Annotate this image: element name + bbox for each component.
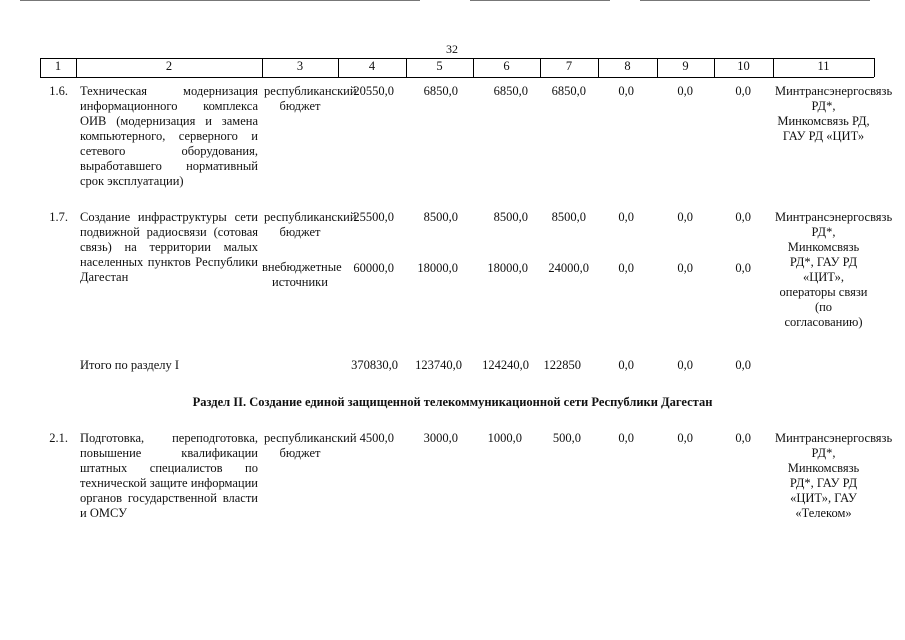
executors: Минтрансэнергосвязь РД*, Минкомсвязь РД*, ГАУ РД «ЦИТ», ГАУ «Телеком»	[775, 431, 893, 520]
total-col-4: 370830,0	[351, 358, 398, 372]
value-col-8: 0,0	[618, 210, 634, 224]
value-col-9: 0,0	[677, 261, 693, 275]
total-col-8: 0,0	[618, 358, 634, 372]
total-label: Итого по разделу I	[80, 358, 180, 372]
row-name: Создание инфраструктуры сети подвижной радиосвязи (сотовая связь) на территории малых населенных пунктов Республики Дагестан	[80, 210, 258, 284]
section-title: Раздел II. Создание единой защищенной телекоммуникационной сети Республики Дагестан	[192, 395, 713, 409]
column-header: 5	[436, 59, 443, 73]
row-name: Подготовка, переподготовка, повышение квалификации штатных специалистов по технической защите информации органов государственной власти и ОМСУ	[80, 431, 258, 520]
executors: Минтрансэнергосвязь РД*, Минкомсвязь РД, ГАУ РД «ЦИТ»	[775, 84, 893, 143]
value-col-8: 0,0	[618, 431, 634, 445]
total-col-9: 0,0	[677, 358, 693, 372]
value-col-10: 0,0	[735, 261, 751, 275]
value-col-7: 24000,0	[548, 261, 589, 275]
total-col-7: 122850	[543, 358, 581, 372]
value-col-10: 0,0	[735, 210, 751, 224]
row-number: 1.7.	[49, 210, 68, 224]
value-col-7: 500,0	[552, 431, 581, 445]
value-col-8: 0,0	[618, 261, 634, 275]
column-header: 7	[565, 59, 573, 73]
column-header: 2	[165, 59, 173, 73]
value-col-6: 8500,0	[493, 210, 528, 224]
column-header: 4	[368, 59, 376, 73]
value-col-9: 0,0	[677, 210, 693, 224]
column-header: 10	[737, 59, 750, 73]
value-col-5: 6850,0	[423, 84, 458, 98]
value-col-5: 8500,0	[423, 210, 458, 224]
top-edge-line	[470, 0, 610, 1]
page-number: 32	[446, 42, 458, 56]
column-header: 6	[503, 59, 510, 73]
total-col-5: 123740,0	[415, 358, 462, 372]
column-header: 3	[296, 59, 304, 73]
top-edge-line	[640, 0, 870, 1]
value-col-7: 6850,0	[551, 84, 586, 98]
row-number: 1.6.	[49, 84, 68, 98]
column-header: 1	[54, 59, 62, 73]
header-divider	[874, 58, 875, 77]
column-header: 9	[682, 59, 689, 73]
funding-source: внебюджетные источники	[262, 260, 342, 289]
value-col-6: 6850,0	[493, 84, 528, 98]
total-col-6: 124240,0	[482, 358, 529, 372]
value-col-4: 25500,0	[353, 210, 394, 224]
row-number: 2.1.	[49, 431, 68, 445]
value-col-4: 60000,0	[353, 261, 394, 275]
value-col-9: 0,0	[677, 84, 693, 98]
value-col-10: 0,0	[735, 431, 751, 445]
value-col-10: 0,0	[735, 84, 751, 98]
value-col-6: 1000,0	[487, 431, 522, 445]
value-col-7: 8500,0	[551, 210, 586, 224]
funding-source: республиканский бюджет	[264, 210, 357, 239]
column-header: 8	[624, 59, 631, 73]
value-col-9: 0,0	[677, 431, 693, 445]
value-col-4: 4500,0	[359, 431, 394, 445]
row-name: Техническая модернизация информационного комплекса ОИВ (модернизация и замена компьютерного, серверного и сетевого оборудования, выработавшего нормативный срок эксплуатации)	[80, 84, 258, 188]
funding-source: республиканский бюджет	[264, 84, 357, 113]
value-col-5: 18000,0	[417, 261, 458, 275]
value-col-8: 0,0	[618, 84, 634, 98]
table-header-bottom-border	[40, 77, 874, 78]
value-col-5: 3000,0	[423, 431, 458, 445]
funding-source: республиканский бюджет	[264, 431, 357, 460]
executors: Минтрансэнергосвязь РД*, Минкомсвязь РД*, ГАУ РД «ЦИТ», операторы связи (по согласованию)	[775, 210, 893, 329]
value-col-6: 18000,0	[487, 261, 528, 275]
value-col-4: 20550,0	[353, 84, 394, 98]
top-edge-line	[20, 0, 420, 1]
total-col-10: 0,0	[735, 358, 751, 372]
column-header: 11	[817, 59, 830, 73]
